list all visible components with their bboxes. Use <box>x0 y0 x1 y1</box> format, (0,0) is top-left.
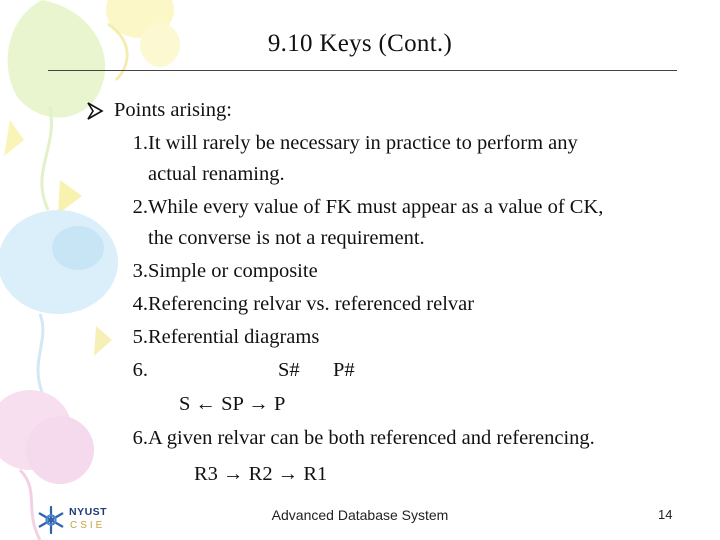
item-text: Simple or composite <box>148 260 318 282</box>
p-key-label: P# <box>333 359 355 381</box>
item-text: A given relvar can be both referenced and referencing. <box>148 427 595 449</box>
slide-title: 9.10 Keys (Cont.) <box>267 30 453 57</box>
item-number: 6. <box>132 427 148 449</box>
referential-diagram <box>86 455 706 488</box>
list-item <box>86 321 706 354</box>
s-key-label: S# <box>278 359 300 381</box>
item-number: 2. <box>132 196 148 218</box>
footer-text: Advanced Database System <box>271 507 449 523</box>
referential-diagram <box>86 387 706 420</box>
list-item <box>86 127 706 160</box>
item-continuation <box>86 224 706 255</box>
item-number: 1. <box>132 132 148 154</box>
item-number: 6. <box>132 359 148 381</box>
diagram-text: S ← SP → P <box>179 393 286 415</box>
item-text: Referential diagrams <box>148 326 320 348</box>
list-item <box>86 288 706 321</box>
title-rule <box>48 70 677 71</box>
page-number: 14 <box>658 507 673 522</box>
arrowhead-bullet-icon <box>86 102 104 120</box>
item-text-continued: the converse is not a requirement. <box>148 227 425 249</box>
item-continuation <box>86 160 706 191</box>
diagram-text: R3 → R2 → R1 <box>194 463 328 485</box>
slide-content <box>86 94 706 488</box>
item-text-continued: actual renaming. <box>148 163 285 185</box>
logo-text-bottom: CSIE <box>70 520 106 531</box>
item-number: 4. <box>132 293 148 315</box>
item-text: While every value of FK must appear as a value of CK, <box>148 196 604 218</box>
list-item <box>86 354 706 387</box>
logo-text-top: NYUST <box>69 506 108 518</box>
item-text: It will rarely be necessary in practice to perform any <box>148 132 578 154</box>
list-item <box>86 191 706 224</box>
item-number: 5. <box>132 326 148 348</box>
list-item <box>86 422 706 455</box>
bullet-text: Points arising: <box>114 99 232 121</box>
bullet-point <box>86 94 706 127</box>
item-text: Referencing relvar vs. referenced relvar <box>148 293 475 315</box>
list-item <box>86 255 706 288</box>
item-number: 3. <box>132 260 148 282</box>
